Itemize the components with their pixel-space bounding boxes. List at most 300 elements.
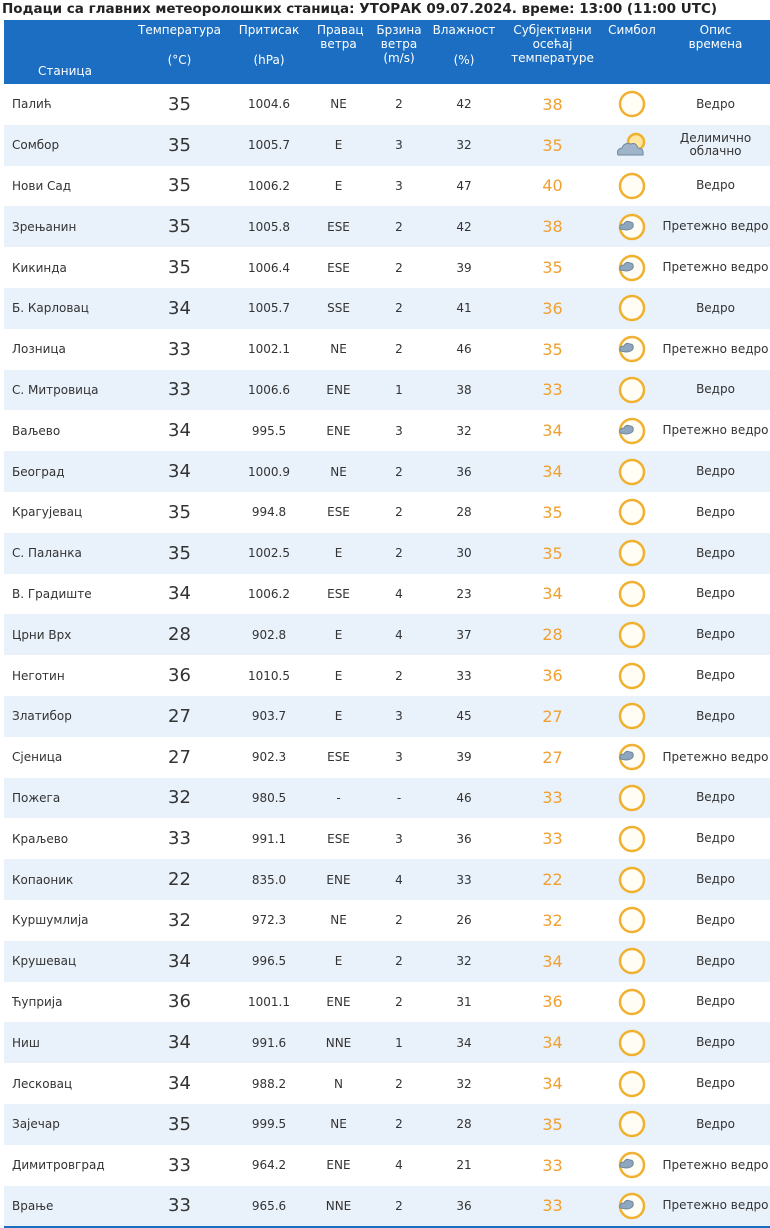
feels-like-value: 34 <box>502 451 603 492</box>
weather-description: Делимично облачно <box>661 125 770 166</box>
sun-icon <box>603 782 661 814</box>
table-row <box>4 492 770 533</box>
pressure-value: 1006.2 <box>248 178 290 193</box>
station-name: Лозница <box>12 342 66 357</box>
wind-direction-value: ESE <box>327 260 350 275</box>
weather-symbol-cell <box>603 166 661 207</box>
feels-like-value: 28 <box>502 614 603 655</box>
sun-small-cloud-icon <box>603 333 661 365</box>
humidity-value: 46 <box>456 342 472 357</box>
temperature-value: 34 <box>126 288 233 329</box>
feels-like-value: 38 <box>502 206 603 247</box>
wind-direction-value: ESE <box>327 750 350 765</box>
wind-direction-value: E <box>305 696 372 737</box>
wind-direction-value: NE <box>330 342 347 357</box>
pressure-value: 1002.1 <box>248 342 290 357</box>
feels-like-value: 38 <box>542 94 563 114</box>
header-humidity-unit: (%) <box>453 53 475 67</box>
wind-speed-value: 3 <box>395 831 403 846</box>
sun-icon <box>603 88 661 120</box>
feels-like-value: 36 <box>542 666 563 686</box>
weather-symbol-cell <box>603 329 661 370</box>
station-name: С. Митровица <box>4 370 126 411</box>
station-name: Лесковац <box>12 1076 73 1091</box>
feels-like-value: 35 <box>542 502 563 522</box>
station-name: Сјеница <box>12 750 63 765</box>
humidity-value: 32 <box>426 941 502 982</box>
station-name: Крушевац <box>4 941 126 982</box>
feels-like-value: 33 <box>502 1186 603 1228</box>
wind-direction-value: ESE <box>327 505 350 520</box>
weather-description: Ведро <box>661 1104 770 1145</box>
table-row <box>4 1063 770 1104</box>
weather-description: Ведро <box>661 533 770 574</box>
weather-symbol-cell <box>603 655 661 696</box>
header-symbol <box>603 20 661 84</box>
wind-direction-value: NE <box>330 97 347 112</box>
humidity-value: 46 <box>426 778 502 819</box>
humidity-value: 34 <box>426 1022 502 1063</box>
station-name: Нови Сад <box>12 178 72 193</box>
weather-symbol-cell <box>603 492 661 533</box>
station-name: Зрењанин <box>4 206 126 247</box>
feels-like-value: 36 <box>542 992 563 1012</box>
table-row <box>4 329 770 370</box>
weather-description: Претежно ведро <box>662 749 769 764</box>
header-temperature-label: Температура <box>137 23 222 37</box>
weather-description: Ведро <box>661 370 770 411</box>
weather-stations-table <box>4 20 770 1228</box>
humidity-value: 28 <box>426 1104 502 1145</box>
header-wind-direction <box>305 20 372 84</box>
table-row <box>4 1186 770 1228</box>
station-name: Неготин <box>12 668 65 683</box>
temperature-value: 33 <box>168 338 191 360</box>
weather-symbol-cell <box>603 533 661 574</box>
sun-icon <box>603 374 661 406</box>
feels-like-value: 35 <box>542 258 563 278</box>
weather-symbol-cell <box>603 451 661 492</box>
station-name: Димитровград <box>12 1158 105 1173</box>
pressure-value: 980.5 <box>233 778 305 819</box>
weather-description: Претежно ведро <box>661 206 770 247</box>
weather-description: Ведро <box>696 668 735 683</box>
pressure-value: 1006.6 <box>233 370 305 411</box>
wind-direction-value: E <box>305 125 372 166</box>
wind-speed-value: 4 <box>372 859 426 900</box>
page-title: Подаци са главних метеоролошких станица: УТОРАК 09.07.2024. време: 13:00 (11:00 UTC) <box>2 1 718 17</box>
feels-like-value: 35 <box>502 1104 603 1145</box>
weather-symbol-cell <box>603 614 661 655</box>
table-row <box>4 818 770 859</box>
wind-speed-value: 2 <box>395 1076 403 1091</box>
pressure-value: 1000.9 <box>233 451 305 492</box>
station-name: Ниш <box>4 1022 126 1063</box>
station-name: Зајечар <box>4 1104 126 1145</box>
wind-direction-value: ESE <box>305 206 372 247</box>
wind-direction-value: E <box>334 668 343 683</box>
pressure-value: 964.2 <box>251 1158 287 1173</box>
weather-symbol-cell <box>603 859 661 900</box>
wind-direction-value: E <box>305 614 372 655</box>
wind-direction-value: ENE <box>305 370 372 411</box>
wind-direction-value: ESE <box>327 831 350 846</box>
feels-like-value: 34 <box>542 1074 563 1094</box>
header-station <box>4 20 126 84</box>
table-body <box>4 84 770 1227</box>
table-row <box>4 125 770 166</box>
feels-like-value: 27 <box>542 747 563 767</box>
temperature-value: 34 <box>168 1073 191 1095</box>
pressure-value: 1005.8 <box>233 206 305 247</box>
humidity-value: 21 <box>456 1158 472 1173</box>
weather-symbol-cell <box>603 696 661 737</box>
station-name: Краљево <box>12 831 69 846</box>
pressure-value: 1002.5 <box>233 533 305 574</box>
header-pressure-label: Притисак <box>238 23 300 37</box>
wind-direction-value: NNE <box>305 1186 372 1228</box>
weather-symbol-cell <box>603 778 661 819</box>
pressure-value: 1001.1 <box>248 994 290 1009</box>
table-row <box>4 410 770 451</box>
temperature-value: 33 <box>168 1154 191 1176</box>
wind-speed-value: 2 <box>395 913 403 928</box>
wind-direction-value: NE <box>305 1104 372 1145</box>
station-name: Копаоник <box>4 859 126 900</box>
humidity-value: 33 <box>426 859 502 900</box>
sun-icon <box>603 1108 661 1140</box>
feels-like-value: 33 <box>502 778 603 819</box>
wind-speed-value: 1 <box>372 1022 426 1063</box>
weather-description: Ведро <box>696 178 735 193</box>
feels-like-value: 40 <box>542 176 563 196</box>
sun-small-cloud-icon <box>603 415 661 447</box>
sun-icon <box>603 578 661 610</box>
sun-icon <box>603 986 661 1018</box>
wind-speed-value: 2 <box>395 994 403 1009</box>
wind-direction-value: NNE <box>305 1022 372 1063</box>
table-row <box>4 166 770 207</box>
table-row <box>4 574 770 615</box>
wind-direction-value: - <box>305 778 372 819</box>
station-name: Црни Врх <box>4 614 126 655</box>
feels-like-value: 34 <box>502 1022 603 1063</box>
header-station-label: Станица <box>38 64 92 78</box>
wind-speed-value: 2 <box>372 1186 426 1228</box>
weather-description: Ведро <box>661 941 770 982</box>
temperature-value: 22 <box>126 859 233 900</box>
table-row <box>4 737 770 778</box>
weather-description: Претежно ведро <box>662 341 769 356</box>
temperature-value: 33 <box>126 1186 233 1228</box>
temperature-value: 33 <box>168 828 191 850</box>
humidity-value: 36 <box>456 831 472 846</box>
weather-description: Ведро <box>696 586 735 601</box>
temperature-value: 28 <box>126 614 233 655</box>
wind-speed-value: 1 <box>372 370 426 411</box>
table-row <box>4 247 770 288</box>
humidity-value: 41 <box>426 288 502 329</box>
weather-symbol-cell <box>603 818 661 859</box>
humidity-value: 39 <box>456 750 472 765</box>
weather-symbol-cell <box>603 737 661 778</box>
humidity-value: 39 <box>456 260 472 275</box>
station-name: С. Паланка <box>4 533 126 574</box>
temperature-value: 35 <box>126 206 233 247</box>
header-humidity-label: Влажност <box>432 23 496 37</box>
weather-symbol-cell <box>603 84 661 125</box>
pressure-value: 1006.2 <box>248 586 290 601</box>
station-name: Кикинда <box>12 260 67 275</box>
temperature-value: 35 <box>168 501 191 523</box>
wind-direction-value: ENE <box>326 994 351 1009</box>
weather-symbol-cell <box>603 1104 661 1145</box>
table-row <box>4 288 770 329</box>
feels-like-value: 33 <box>542 1155 563 1175</box>
wind-direction-value: ESE <box>327 586 350 601</box>
pressure-value: 902.8 <box>233 614 305 655</box>
wind-direction-value: E <box>334 178 343 193</box>
weather-symbol-cell <box>603 900 661 941</box>
table-row <box>4 1145 770 1186</box>
header-description <box>661 20 770 84</box>
header-wind-speed <box>372 20 426 84</box>
wind-speed-value: 2 <box>372 288 426 329</box>
pressure-value: 903.7 <box>233 696 305 737</box>
station-name: Палић <box>12 97 52 112</box>
humidity-value: 42 <box>456 97 472 112</box>
sun-icon <box>603 170 661 202</box>
temperature-value: 34 <box>126 451 233 492</box>
table-row <box>4 614 770 655</box>
feels-like-value: 34 <box>542 584 563 604</box>
station-name: Ваљево <box>12 423 61 438</box>
temperature-value: 34 <box>126 941 233 982</box>
wind-direction-value: SSE <box>305 288 372 329</box>
wind-speed-value: 4 <box>395 586 403 601</box>
humidity-value: 36 <box>426 451 502 492</box>
temperature-value: 27 <box>126 696 233 737</box>
table-row <box>4 655 770 696</box>
sun-icon <box>603 456 661 488</box>
wind-speed-value: 2 <box>395 260 403 275</box>
humidity-value: 32 <box>456 423 472 438</box>
feels-like-value: 35 <box>542 339 563 359</box>
sun-small-cloud-icon <box>603 211 661 243</box>
pressure-value: 972.3 <box>251 913 287 928</box>
temperature-value: 32 <box>168 909 191 931</box>
weather-description: Ведро <box>696 96 735 111</box>
weather-description: Ведро <box>661 614 770 655</box>
humidity-value: 32 <box>456 1076 472 1091</box>
sun-small-cloud-icon <box>603 741 661 773</box>
sun-icon <box>603 904 661 936</box>
wind-speed-value: 2 <box>372 941 426 982</box>
humidity-value: 38 <box>426 370 502 411</box>
pressure-value: 902.3 <box>251 750 287 765</box>
pressure-value: 1005.7 <box>233 288 305 329</box>
sun-small-cloud-icon <box>603 252 661 284</box>
station-name: Београд <box>4 451 126 492</box>
wind-speed-value: 3 <box>372 696 426 737</box>
temperature-value: 32 <box>126 778 233 819</box>
pressure-value: 1004.6 <box>248 97 290 112</box>
header-temperature-unit: (°C) <box>167 53 192 67</box>
station-name: Пожега <box>4 778 126 819</box>
pressure-value: 995.5 <box>251 423 287 438</box>
weather-description: Ведро <box>661 1022 770 1063</box>
weather-description: Претежно ведро <box>662 260 769 275</box>
station-name: Б. Карловац <box>4 288 126 329</box>
humidity-value: 30 <box>426 533 502 574</box>
table-row <box>4 370 770 411</box>
temperature-value: 27 <box>168 746 191 768</box>
sun-small-cloud-icon <box>603 1149 661 1181</box>
pressure-value: 988.2 <box>251 1076 287 1091</box>
humidity-value: 31 <box>456 994 472 1009</box>
wind-direction-value: NE <box>305 451 372 492</box>
table-row <box>4 533 770 574</box>
wind-speed-value: 4 <box>372 614 426 655</box>
humidity-value: 36 <box>426 1186 502 1228</box>
temperature-value: 35 <box>126 533 233 574</box>
header-description-label: Опис времена <box>688 23 743 51</box>
header-wind-direction-label: Правац ветра <box>317 23 364 51</box>
header-temperature <box>126 20 233 84</box>
wind-speed-value: 2 <box>395 505 403 520</box>
header-pressure-unit: (hPa) <box>253 53 285 67</box>
table-header <box>4 20 770 84</box>
weather-symbol-cell <box>603 125 661 166</box>
sun-icon <box>603 700 661 732</box>
temperature-value: 34 <box>126 1022 233 1063</box>
sun-icon <box>603 864 661 896</box>
humidity-value: 47 <box>456 178 472 193</box>
station-name: Крагујевац <box>12 505 83 520</box>
table-row <box>4 941 770 982</box>
weather-symbol-cell <box>603 247 661 288</box>
table-row <box>4 696 770 737</box>
wind-speed-value: 4 <box>395 1158 403 1173</box>
wind-direction-value: ENE <box>305 859 372 900</box>
station-name: В. Градиште <box>12 586 92 601</box>
weather-symbol-cell <box>603 206 661 247</box>
pressure-value: 835.0 <box>233 859 305 900</box>
header-wind-speed-unit: (m/s) <box>383 51 415 65</box>
table-row <box>4 1022 770 1063</box>
pressure-value: 1005.7 <box>233 125 305 166</box>
sun-icon <box>603 945 661 977</box>
weather-description: Ведро <box>696 1076 735 1091</box>
wind-speed-value: 2 <box>395 97 403 112</box>
humidity-value: 28 <box>456 505 472 520</box>
table-row <box>4 1104 770 1145</box>
feels-like-value: 22 <box>502 859 603 900</box>
table-row <box>4 451 770 492</box>
pressure-value: 999.5 <box>233 1104 305 1145</box>
wind-speed-value: - <box>372 778 426 819</box>
temperature-value: 35 <box>168 175 191 197</box>
humidity-value: 37 <box>426 614 502 655</box>
header-wind-speed-label: Брзина ветра <box>376 23 422 51</box>
wind-direction-value: ENE <box>326 1158 351 1173</box>
weather-symbol-cell <box>603 941 661 982</box>
weather-description: Ведро <box>696 831 735 846</box>
weather-description: Претежно ведро <box>661 1186 770 1228</box>
temperature-value: 33 <box>126 370 233 411</box>
station-name: Врање <box>4 1186 126 1228</box>
sun-icon <box>603 496 661 528</box>
weather-symbol-cell <box>603 410 661 451</box>
weather-symbol-cell <box>603 1186 661 1228</box>
weather-symbol-cell <box>603 1022 661 1063</box>
sun-icon <box>603 537 661 569</box>
wind-speed-value: 3 <box>372 125 426 166</box>
pressure-value: 1006.4 <box>248 260 290 275</box>
table-row <box>4 84 770 125</box>
wind-speed-value: 2 <box>395 668 403 683</box>
weather-symbol-cell <box>603 982 661 1023</box>
weather-description: Ведро <box>661 778 770 819</box>
station-name: Златибор <box>4 696 126 737</box>
temperature-value: 35 <box>126 1104 233 1145</box>
feels-like-value: 27 <box>502 696 603 737</box>
header-symbol-label: Симбол <box>608 23 656 37</box>
header-humidity <box>426 20 502 84</box>
pressure-value: 991.6 <box>233 1022 305 1063</box>
sun-behind-cloud-icon <box>603 129 661 161</box>
pressure-value: 994.8 <box>251 505 287 520</box>
weather-symbol-cell <box>603 1063 661 1104</box>
feels-like-value: 33 <box>542 829 563 849</box>
table-row <box>4 859 770 900</box>
weather-description: Ведро <box>696 504 735 519</box>
humidity-value: 33 <box>456 668 472 683</box>
humidity-value: 26 <box>456 913 472 928</box>
humidity-value: 42 <box>426 206 502 247</box>
temperature-value: 35 <box>168 257 191 279</box>
sun-icon <box>603 823 661 855</box>
wind-direction-value: NE <box>330 913 347 928</box>
weather-description: Ведро <box>661 288 770 329</box>
sun-icon <box>603 292 661 324</box>
humidity-value: 45 <box>426 696 502 737</box>
table-row <box>4 900 770 941</box>
feels-like-value: 34 <box>502 941 603 982</box>
feels-like-value: 32 <box>542 910 563 930</box>
humidity-value: 32 <box>426 125 502 166</box>
pressure-value: 965.6 <box>233 1186 305 1228</box>
station-name: Сомбор <box>4 125 126 166</box>
weather-description: Ведро <box>661 696 770 737</box>
header-feels-like-label: Субјективни осећај температуре <box>511 23 594 65</box>
wind-direction-value: N <box>334 1076 343 1091</box>
wind-direction-value: E <box>305 533 372 574</box>
wind-speed-value: 2 <box>372 206 426 247</box>
humidity-value: 23 <box>456 586 472 601</box>
temperature-value: 35 <box>126 125 233 166</box>
temperature-value: 36 <box>168 665 191 687</box>
sun-icon <box>603 1068 661 1100</box>
pressure-value: 1010.5 <box>248 668 290 683</box>
temperature-value: 35 <box>168 93 191 115</box>
wind-direction-value: ENE <box>326 423 351 438</box>
wind-speed-value: 2 <box>372 451 426 492</box>
pressure-value: 991.1 <box>251 831 287 846</box>
temperature-value: 34 <box>168 420 191 442</box>
weather-description: Претежно ведро <box>662 423 769 438</box>
wind-direction-value: E <box>305 941 372 982</box>
